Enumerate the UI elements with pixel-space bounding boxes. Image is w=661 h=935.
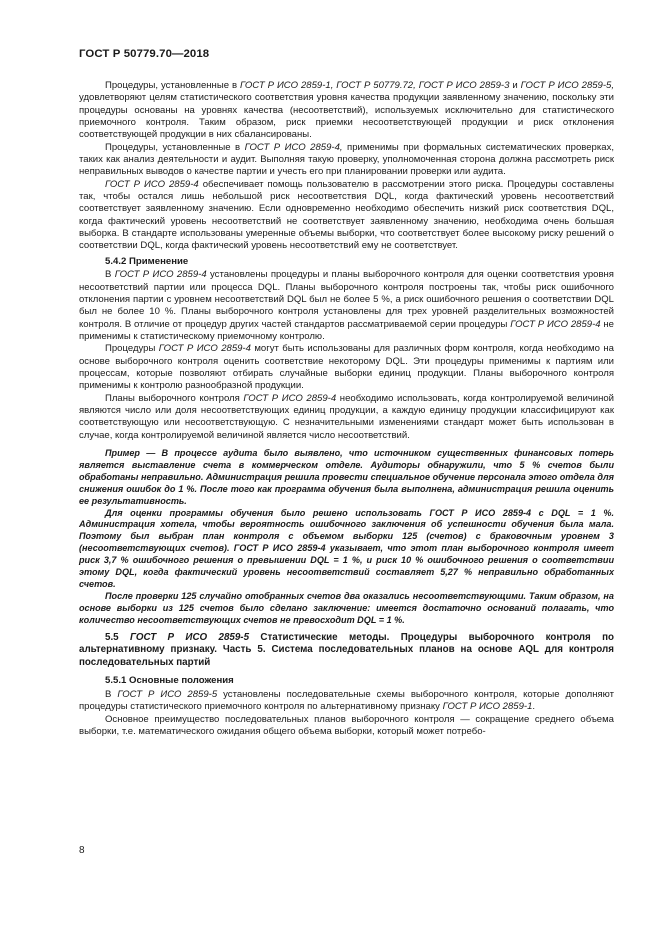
example-paragraph: После проверки 125 случайно отобранных счетов два оказались несоответствующими. Таким образом, на основе выборки из 125 счетов было сделано заключение: имеется достаточно оснований полагать, что количество несоответствующих счетов не превосходит DQL = 1 %. (79, 590, 614, 625)
paragraph: Процедуры, установленные в ГОСТ Р ИСО 2859-1, ГОСТ Р 50779.72, ГОСТ Р ИСО 2859-3 и ГОСТ Р ИСО 2859-5, удовлетворяют целям статистического соответствия уровня качества продукции заявленному значению, поскольку эти процедуры основаны на уровнях качества (несоответствий), используемых исключительно для статистического приемочного контроля. Таким образом, риск приемки несоответствующей продукции и риск отклонения соответствующей продукции в них сбалансированы. (79, 80, 615, 141)
example-paragraph: Пример — В процессе аудита было выявлено, что источником существенных финансовых потерь является выставление счета в коммерческом отделе. Аудиторы обнаружили, что 5 % счетов были обработаны неправильно. Администрация решила провести специальное обучение персонала этого отдела для снижения ошибок до 1 %. После того как программа обучения была выполнена, администрация решила оценить ее результативность. (79, 448, 614, 506)
document-header: ГОСТ Р 50779.70—2018 (79, 48, 210, 60)
paragraph: В ГОСТ Р ИСО 2859-4 установлены процедуры и планы выборочного контроля для оценки соответствия уровня несоответствий партии или процесса DQL. Планы выборочного контроля построены так, чтобы риск ошибочного отклонения партии с уровнем несоответствий DQL был не более 5 %, а риск ошибочного решения о соответствии DQL был не более 10 %. Планы выборочного контроля установлены для трех уровней разделительных возможностей контроля. В отличие от процедур других частей стандартов рассматриваемой серии процедуры ГОСТ Р ИСО 2859-4 не применимы к статистическому приемочному контролю. (79, 269, 614, 342)
section-heading: 5.4.2 Применение (105, 255, 189, 267)
paragraph: Планы выборочного контроля ГОСТ Р ИСО 2859-4 необходимо использовать, когда контролируемой величиной являются число или доля несоответствующих единиц продукции, а каждую единицу продукции классифицируют как соответствующую или несоответствующую. С незначительными изменениями стандарт может быть использован в случае, когда контролируемой величиной является число несоответствий. (79, 392, 615, 441)
standard-reference: ГОСТ Р ИСО 2859-5 (117, 688, 218, 700)
example-paragraph: Для оценки программы обучения было решено использовать ГОСТ Р ИСО 2859-4 с DQL = 1 %. Администрация хотела, чтобы вероятность ошибочного заключения об успешности обучения была мала. Поэтому был выбран план контроля с объемом выборки 125 (счетов) с браковочным уровнем 3 (несоответствующих счетов). ГОСТ Р ИСО 2859-4 указывает, что этот план выборочного контроля имеет риск 3,7 % ошибочного решения о превышении DQL = 1 %, и риск 10 % ошибочного решения о соответствии этому DQL, когда фактический уровень несоответствий составляет 5,27 % неправильно обработанных счетов. (79, 507, 614, 589)
document-page (79, 48, 614, 738)
paragraph: ГОСТ Р ИСО 2859-4 обеспечивает помощь пользователю в рассмотрении этого риска. Процедуры составлены так, чтобы остался лишь небольшой риск несоответствия DQL, когда фактический уровень несоответствий соответствует заявленному значению. Если одновременно необходимо обеспечить низкий риск соответствия DQL, когда фактический уровень несоответствий не соответствует заявленному значению, необходима очень большая выборка. В стандарте использованы умеренные объемы выборки, что соответствует более высокому риску решений о соответствии DQL, когда фактический уровень несоответствий ему не соответствует. (79, 178, 615, 252)
standard-reference: ГОСТ Р ИСО 2859-4 (243, 392, 337, 404)
standard-reference: ГОСТ Р ИСО 2859-4 (158, 343, 251, 355)
standard-reference: ГОСТ Р ИСО 2859-4 (105, 178, 199, 190)
standard-reference: ГОСТ Р ИСО 2859-1, ГОСТ Р 50779.72, ГОСТ Р ИСО 2859-3 (239, 80, 510, 91)
standard-reference: ГОСТ Р ИСО 2859-4 (114, 269, 207, 281)
page-number: 8 (79, 845, 85, 856)
standard-reference: ГОСТ Р ИСО 2859-1 (442, 701, 533, 713)
standard-reference: ГОСТ Р ИСО 2859-4, (244, 141, 343, 153)
paragraph: Основное преимущество последовательных планов выборочного контроля — сокращение среднего объема выборки, т.е. математического ожидания общего объема выборки, который может потребо- (79, 713, 614, 737)
paragraph: Процедуры, установленные в ГОСТ Р ИСО 2859-4, применимы при формальных систематических проверках, таких как анализ деятельности и аудит. Выполняя такую проверку, уполномоченная сторона должна рассмотреть риск неправильных выводов о качестве партии и учесть его при планировании проверки или аудита. (79, 141, 614, 178)
standard-reference: ГОСТ Р ИСО 2859-4 (510, 318, 601, 330)
subsection-heading: 5.5.1 Основные положения (105, 675, 234, 687)
example-block (79, 448, 614, 627)
standard-reference: ГОСТ Р ИСО 2859-5 (129, 631, 250, 643)
paragraph: В ГОСТ Р ИСО 2859-5 установлены последовательные схемы выборочного контроля, которые дополняют процедуры статистического приемочного контроля по альтернативному признаку ГОСТ Р ИСО 2859-1. (79, 688, 614, 713)
standard-reference: ГОСТ Р ИСО 2859-5, (520, 80, 615, 91)
section-heading: 5.5 ГОСТ Р ИСО 2859-5 Статистические методы. Процедуры выборочного контроля по альтернативному признаку. Часть 5. Система последовательных планов на основе AQL для контроля последовательных партий (79, 631, 615, 668)
paragraph: Процедуры ГОСТ Р ИСО 2859-4 могут быть использованы для различных форм контроля, когда необходимо на основе выборочного контроля оценить соответствие некоторому DQL. Эти процедуры применимы к партиям или процессам, которые позволяют отбирать случайные выборки единиц продукции. Планы выборочного контроля применимы к контролю разнообразной продукции. (79, 343, 614, 392)
